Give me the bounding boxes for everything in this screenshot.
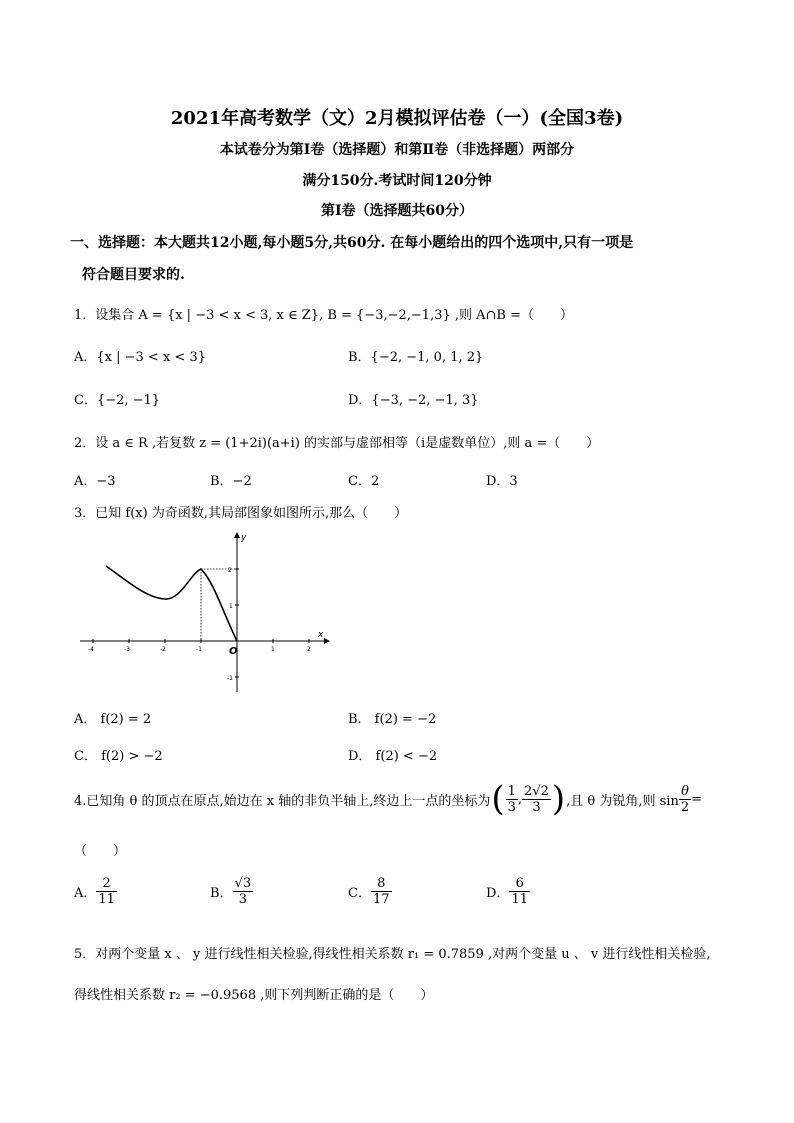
x-tick-label: -1	[196, 646, 202, 653]
q2-option-c[interactable]: C．2	[348, 474, 380, 489]
y-tick-label: -1	[227, 675, 233, 682]
q4-stem-part1: 4.已知角 θ 的顶点在原点,始边在 x 轴的非负半轴上,终边上一点的坐标为	[74, 793, 491, 809]
q1-option-a[interactable]: A．{x | −3 < x < 3}	[74, 350, 206, 365]
page-title: 2021年高考数学（文）2月模拟评估卷（一）(全国3卷)	[170, 108, 624, 129]
q4-option-d[interactable]: D． $\frac{6}{11}$	[486, 876, 528, 907]
right-paren-icon: )	[551, 779, 566, 819]
x-axis-label: x	[318, 630, 324, 640]
x-tick-label: -4	[88, 646, 94, 653]
section-intro-line1: 一、选择题：本大题共12小题,每小题5分,共60分. 在每小题给出的四个选项中,只有一项是	[70, 235, 634, 251]
function-curve	[106, 566, 237, 641]
q4-stem-part2: ,且 θ 为锐角,则 sin	[566, 793, 679, 809]
q2-option-b[interactable]: B．−2	[210, 474, 252, 489]
q5-line1: 5．对两个变量 x 、 y 进行线性相关检验,得线性相关系数 r₁ = 0.7859 ,对两个变量 u 、 v 进行线性相关检验,	[74, 947, 711, 962]
x-axis-arrow	[324, 638, 330, 644]
q2-option-d[interactable]: D．3	[486, 474, 518, 489]
q1-option-c[interactable]: C．{−2, −1}	[74, 393, 161, 408]
q4-point-y: $\frac{2√2}{3}$	[524, 783, 549, 815]
y-tick-label: 1	[229, 603, 233, 610]
q4-equals: =	[691, 791, 703, 807]
y-axis-arrow	[234, 532, 240, 538]
q3-option-c[interactable]: C． f(2) > −2	[74, 749, 163, 764]
q4-half-angle: $\frac{\theta}{2}$	[680, 783, 690, 815]
q4-option-b[interactable]: B． $\frac{√3}{3}$	[210, 876, 252, 907]
q1-option-b[interactable]: B．{−2, −1, 0, 1, 2}	[348, 350, 484, 365]
q4-option-c[interactable]: C． $\frac{8}{17}$	[348, 876, 390, 907]
x-tick-label: -3	[124, 646, 130, 653]
part1-heading: 第Ⅰ卷（选择题共60分）	[320, 203, 474, 219]
score-time-line: 满分150分.考试时间120分钟	[302, 173, 492, 189]
page-subtitle: 本试卷分为第Ⅰ卷（选择题）和第Ⅱ卷（非选择题）两部分	[219, 142, 575, 158]
q2-stem: 2．设 a ∈ R ,若复数 z = (1+2i)(a+i) 的实部与虚部相等（i是虚数单位）,则 a =（ ）	[74, 436, 600, 451]
q1-stem: 1．设集合 A = {x | −3 < x < 3, x ∈ Z}, B = {−3,−2,−1,3} ,则 A∩B =（ ）	[74, 308, 573, 323]
q3-option-a[interactable]: A． f(2) = 2	[74, 712, 152, 727]
y-tick-label: 2	[228, 567, 232, 574]
q3-stem: 3．已知 f(x) 为奇函数,其局部图象如图所示,那么（ ）	[74, 506, 408, 521]
q4-answer-paren: （ ）	[74, 844, 127, 859]
q2-option-a[interactable]: A．−3	[74, 474, 116, 489]
q4-point-x: $\frac{1}{3}$	[507, 783, 516, 815]
origin-label: O	[229, 646, 238, 657]
y-axis-label: y	[241, 533, 247, 543]
q4-option-a[interactable]: A． $\frac{2}{11}$	[74, 876, 115, 907]
section-intro-line2: 符合题目要求的.	[82, 267, 185, 283]
q3-option-d[interactable]: D． f(2) < −2	[348, 749, 438, 764]
q3-option-b[interactable]: B． f(2) = −2	[348, 712, 437, 727]
q4-stem	[74, 776, 702, 822]
q3-function-graph	[76, 530, 332, 694]
x-tick-label: 1	[271, 646, 275, 653]
left-paren-icon: (	[491, 779, 505, 819]
q1-option-d[interactable]: D．{−3, −2, −1, 3}	[348, 393, 479, 408]
q5-line2: 得线性相关系数 r₂ = −0.9568 ,则下列判断正确的是（ ）	[74, 988, 434, 1003]
comma: ,	[517, 791, 523, 807]
x-tick-label: -2	[160, 646, 166, 653]
x-tick-label: 2	[307, 646, 311, 653]
